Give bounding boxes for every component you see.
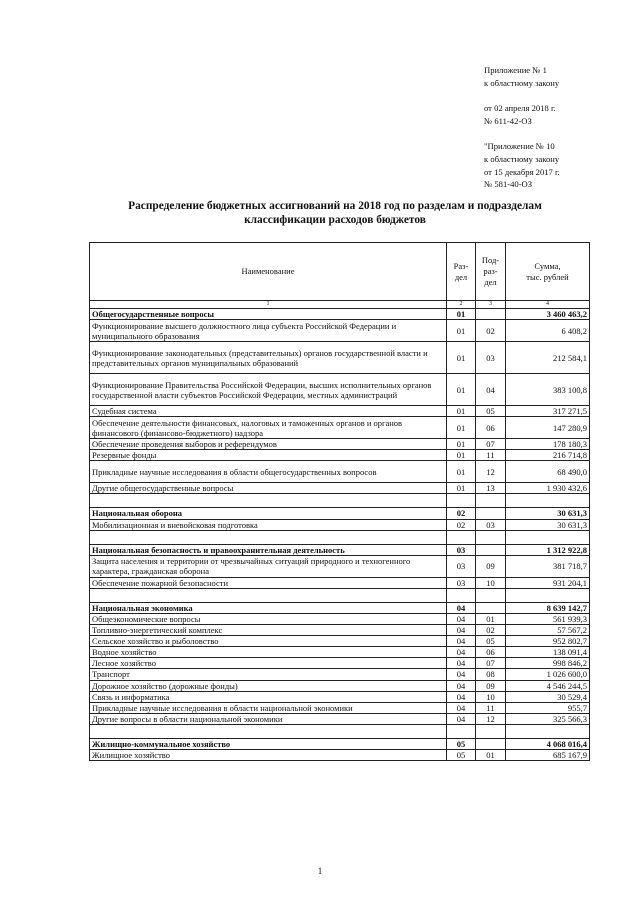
- title-line-1: Распределение бюджетных ассигнований на 2018 год по разделам и подразделам: [128, 200, 542, 212]
- row-subsection: 08: [476, 669, 506, 680]
- row-subsection: 10: [476, 577, 506, 588]
- row-name: Дорожное хозяйство (дорожные фонды): [90, 680, 447, 691]
- row-section: 04: [447, 691, 476, 702]
- row-section: 01: [447, 320, 476, 342]
- page-number: 1: [317, 866, 323, 876]
- column-number-1: 1: [90, 301, 447, 309]
- row-subsection: 05: [476, 636, 506, 647]
- table-row: [90, 749, 590, 760]
- row-section: 01: [447, 309, 476, 320]
- table-row: [90, 417, 590, 439]
- row-name: Национальная экономика: [90, 602, 447, 613]
- spacer-cell: [90, 588, 447, 602]
- table-row: [90, 702, 590, 713]
- row-section: 01: [447, 342, 476, 374]
- row-sum: 212 584,1: [506, 342, 590, 374]
- spacer-cell: [476, 588, 506, 602]
- table-row: [90, 508, 590, 519]
- row-section: 01: [447, 450, 476, 461]
- row-subsection: 03: [476, 519, 506, 530]
- row-sum: 685 167,9: [506, 749, 590, 760]
- row-subsection: [476, 544, 506, 555]
- row-sum: 4 068 016,4: [506, 738, 590, 749]
- column-number-3: 3: [476, 301, 506, 309]
- spacer-cell: [476, 494, 506, 508]
- row-section: 04: [447, 713, 476, 724]
- document-title: [80, 199, 590, 227]
- row-name: Сельское хозяйство и рыболовство: [90, 636, 447, 647]
- spacer-cell: [447, 494, 476, 508]
- row-sum: 147 280,9: [506, 417, 590, 439]
- row-subsection: 02: [476, 320, 506, 342]
- row-subsection: 13: [476, 483, 506, 494]
- row-sum: 561 939,3: [506, 613, 590, 624]
- row-section: 04: [447, 625, 476, 636]
- row-name: Транспорт: [90, 669, 447, 680]
- row-name: Жилищно-коммунальное хозяйство: [90, 738, 447, 749]
- row-name: Другие вопросы в области национальной экономики: [90, 713, 447, 724]
- row-sum: 1 312 922,8: [506, 544, 590, 555]
- table-row: [90, 577, 590, 588]
- row-subsection: 10: [476, 691, 506, 702]
- row-name: Обеспечение пожарной безопасности: [90, 577, 447, 588]
- row-subsection: 12: [476, 461, 506, 483]
- row-name: Национальная оборона: [90, 508, 447, 519]
- row-subsection: 11: [476, 450, 506, 461]
- header-name: Наименование: [90, 243, 447, 301]
- appendix-block: [484, 64, 560, 89]
- row-name: Функционирование законодательных (представительных) органов государственной власти и представительных органов муниципальных образований: [90, 342, 447, 374]
- row-section: 01: [447, 439, 476, 450]
- row-name: Обеспечение деятельности финансовых, налоговых и таможенных органов и органов финансового (финансово-бюджетного) надзора: [90, 417, 447, 439]
- table-row: [90, 406, 590, 417]
- law-number: № 611-42-ОЗ: [484, 115, 532, 126]
- row-sum: 178 180,3: [506, 439, 590, 450]
- row-name: Общегосударственные вопросы: [90, 309, 447, 320]
- row-name: Лесное хозяйство: [90, 658, 447, 669]
- row-sum: 317 271,5: [506, 406, 590, 417]
- row-name: Связь и информатика: [90, 691, 447, 702]
- table-spacer-row: [90, 530, 590, 544]
- row-sum: 4 546 244,5: [506, 680, 590, 691]
- row-section: 02: [447, 508, 476, 519]
- orig-law-number: № 581-40-ОЗ: [484, 179, 533, 190]
- row-sum: 1 026 600,0: [506, 669, 590, 680]
- row-subsection: 07: [476, 658, 506, 669]
- spacer-cell: [506, 494, 590, 508]
- row-subsection: [476, 309, 506, 320]
- orig-appendix-number: "Приложение № 10: [484, 141, 555, 152]
- table-row: [90, 738, 590, 749]
- table-row: [90, 691, 590, 702]
- row-name: Другие общегосударственные вопросы: [90, 483, 447, 494]
- table-row: [90, 483, 590, 494]
- row-sum: 955,7: [506, 702, 590, 713]
- row-subsection: 01: [476, 749, 506, 760]
- table-row: [90, 309, 590, 320]
- row-section: 03: [447, 544, 476, 555]
- row-subsection: [476, 508, 506, 519]
- row-subsection: [476, 738, 506, 749]
- row-section: 04: [447, 658, 476, 669]
- spacer-cell: [447, 530, 476, 544]
- row-section: 05: [447, 749, 476, 760]
- row-section: 04: [447, 647, 476, 658]
- header-subsection-line-3: дел: [484, 277, 497, 287]
- header-sum: [506, 243, 590, 301]
- row-name: Общеэкономические вопросы: [90, 613, 447, 624]
- row-section: 01: [447, 374, 476, 406]
- orig-law-date: от 15 декабря 2017 г.: [484, 166, 560, 177]
- spacer-cell: [506, 588, 590, 602]
- original-appendix-block: [484, 140, 560, 190]
- row-subsection: 03: [476, 342, 506, 374]
- budget-table: [89, 242, 590, 761]
- row-section: 04: [447, 602, 476, 613]
- row-section: 01: [447, 417, 476, 439]
- row-sum: 952 802,7: [506, 636, 590, 647]
- orig-appendix-law: к областному закону: [484, 153, 560, 164]
- row-sum: 381 718,7: [506, 555, 590, 577]
- spacer-cell: [447, 724, 476, 738]
- row-section: 04: [447, 702, 476, 713]
- table-row: [90, 647, 590, 658]
- row-sum: 1 930 432,6: [506, 483, 590, 494]
- row-sum: 216 714,8: [506, 450, 590, 461]
- table-spacer-row: [90, 588, 590, 602]
- row-section: 04: [447, 636, 476, 647]
- row-name: Судебная система: [90, 406, 447, 417]
- row-subsection: 12: [476, 713, 506, 724]
- header-section-line-2: дел: [454, 271, 468, 282]
- table-row: [90, 680, 590, 691]
- row-name: Обеспечение проведения выборов и референдумов: [90, 439, 447, 450]
- row-subsection: 04: [476, 374, 506, 406]
- row-name: Прикладные научные исследования в области национальной экономики: [90, 702, 447, 713]
- row-sum: 30 631,3: [506, 508, 590, 519]
- row-sum: 8 639 142,7: [506, 602, 590, 613]
- row-sum: 325 566,3: [506, 713, 590, 724]
- spacer-cell: [90, 530, 447, 544]
- row-section: 03: [447, 555, 476, 577]
- table-row: [90, 636, 590, 647]
- row-subsection: 07: [476, 439, 506, 450]
- table-row: [90, 439, 590, 450]
- row-name: Жилищное хозяйство: [90, 749, 447, 760]
- row-section: 04: [447, 669, 476, 680]
- row-section: 01: [447, 406, 476, 417]
- row-subsection: 09: [476, 680, 506, 691]
- row-sum: 30 529,4: [506, 691, 590, 702]
- row-sum: 57 567,2: [506, 625, 590, 636]
- table-row: [90, 555, 590, 577]
- table-row: [90, 320, 590, 342]
- row-section: 01: [447, 483, 476, 494]
- row-sum: 6 408,2: [506, 320, 590, 342]
- title-line-2: классификации расходов бюджетов: [244, 214, 426, 226]
- row-sum: 68 490,0: [506, 461, 590, 483]
- table-row: [90, 669, 590, 680]
- row-name: Водное хозяйство: [90, 647, 447, 658]
- spacer-cell: [476, 530, 506, 544]
- row-section: 01: [447, 461, 476, 483]
- row-subsection: 06: [476, 647, 506, 658]
- row-subsection: 11: [476, 702, 506, 713]
- row-name: Топливно-энергетический комплекс: [90, 625, 447, 636]
- table-header-row: [90, 243, 590, 301]
- row-subsection: 06: [476, 417, 506, 439]
- table-row: [90, 602, 590, 613]
- row-sum: 383 100,8: [506, 374, 590, 406]
- law-date-block: [484, 102, 560, 127]
- spacer-cell: [506, 530, 590, 544]
- spacer-cell: [447, 588, 476, 602]
- spacer-cell: [90, 494, 447, 508]
- row-name: Защита населения и территории от чрезвычайных ситуаций природного и техногенного характера, гражданская оборона: [90, 555, 447, 577]
- row-section: 04: [447, 613, 476, 624]
- appendix-number: Приложение № 1: [484, 65, 547, 75]
- row-sum: 931 204,1: [506, 577, 590, 588]
- header-sum-line-2: тыс. рублей: [526, 271, 569, 282]
- table-row: [90, 450, 590, 461]
- row-name: Резервные фонды: [90, 450, 447, 461]
- appendix-law: к областному закону: [484, 77, 560, 88]
- row-section: 02: [447, 519, 476, 530]
- document-header: [484, 64, 560, 204]
- header-section-line-1: Раз-: [453, 260, 469, 271]
- row-subsection: 09: [476, 555, 506, 577]
- row-name: Мобилизационная и вневойсковая подготовка: [90, 519, 447, 530]
- row-name: Функционирование высшего должностного лица субъекта Российской Федерации и муниципального образования: [90, 320, 447, 342]
- row-sum: 138 091,4: [506, 647, 590, 658]
- row-subsection: 05: [476, 406, 506, 417]
- table-row: [90, 713, 590, 724]
- row-section: 03: [447, 577, 476, 588]
- row-sum: 3 460 463,2: [506, 309, 590, 320]
- header-subsection: [476, 243, 506, 301]
- table-row: [90, 342, 590, 374]
- header-subsection-line-2: раз-: [483, 266, 498, 276]
- row-subsection: 01: [476, 613, 506, 624]
- table-row: [90, 544, 590, 555]
- table-row: [90, 658, 590, 669]
- table-row: [90, 461, 590, 483]
- spacer-cell: [90, 724, 447, 738]
- header-section: [447, 243, 476, 301]
- table-row: [90, 519, 590, 530]
- row-sum: 998 846,2: [506, 658, 590, 669]
- header-subsection-line-1: Под-: [481, 255, 500, 265]
- row-subsection: [476, 602, 506, 613]
- law-date: от 02 апреля 2018 г.: [484, 103, 556, 114]
- row-name: Национальная безопасность и правоохранительная деятельность: [90, 544, 447, 555]
- table-spacer-row: [90, 494, 590, 508]
- row-section: 04: [447, 680, 476, 691]
- table-row: [90, 625, 590, 636]
- row-name: Функционирование Правительства Российской Федерации, высших исполнительных органов государственной власти субъектов Российской Федерации, местных администраций: [90, 374, 447, 406]
- table-row: [90, 613, 590, 624]
- column-number-2: 2: [447, 301, 476, 309]
- row-name: Прикладные научные исследования в области общегосударственных вопросов: [90, 461, 447, 483]
- header-sum-line-1: Сумма,: [534, 260, 561, 271]
- row-subsection: 02: [476, 625, 506, 636]
- column-number-4: 4: [506, 301, 590, 309]
- row-section: 05: [447, 738, 476, 749]
- row-sum: 30 631,3: [506, 519, 590, 530]
- table-row: [90, 374, 590, 406]
- table-spacer-row: [90, 724, 590, 738]
- spacer-cell: [506, 724, 590, 738]
- spacer-cell: [476, 724, 506, 738]
- column-number-row: [90, 301, 590, 309]
